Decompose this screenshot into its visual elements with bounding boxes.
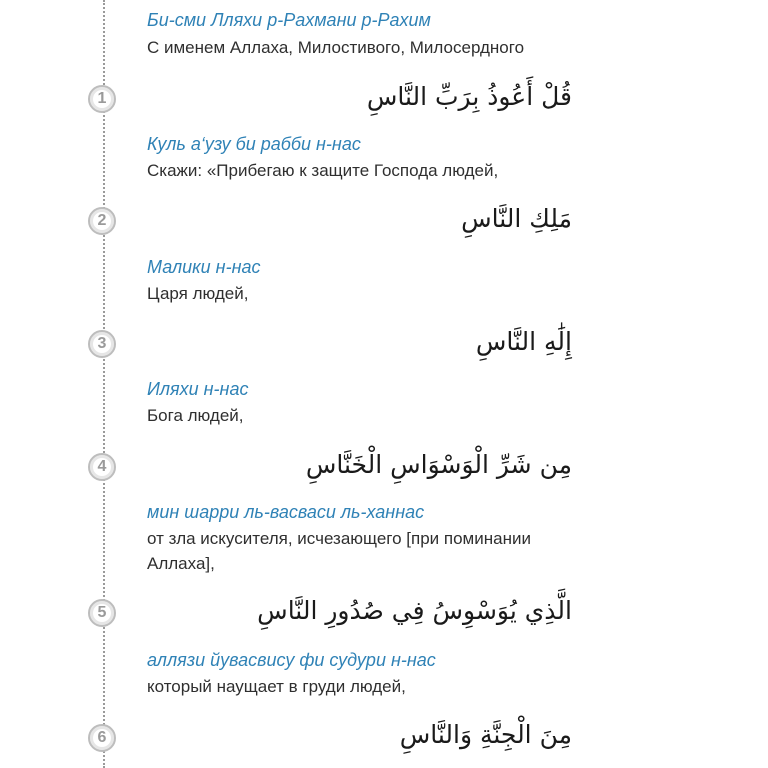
timeline-line [103, 0, 105, 768]
verse-transliteration: Куль а‘узу би рабби н-нас [147, 134, 361, 154]
verse-transliteration: мин шарри ль-васваси ль-ханнас [147, 502, 425, 522]
basmala-translation: С именем Аллаха, Милостивого, Милосердного [147, 38, 525, 57]
verse-number-badge: 1 [88, 85, 116, 113]
verse-translation: Царя людей, [147, 284, 249, 303]
verse-number-badge: 3 [88, 330, 116, 358]
verse-translation-line-1: от зла искусителя, исчезающего [при поминании [147, 529, 531, 548]
verse-arabic-text: مِنَ الْجِنَّةِ وَالنَّاسِ [399, 720, 572, 749]
verse-transliteration: Малики н-нас [147, 257, 261, 277]
verse-arabic-text: قُلْ أَعُوذُ بِرَبِّ النَّاسِ [366, 82, 572, 111]
verse-arabic-text: مِن شَرِّ الْوَسْوَاسِ الْخَنَّاسِ [305, 450, 572, 479]
verse-transliteration: Иляхи н-нас [147, 379, 249, 399]
verse-number-badge: 2 [88, 207, 116, 235]
verse-translation: Бога людей, [147, 406, 244, 425]
verse-translation: Скажи: «Прибегаю к защите Господа людей, [147, 161, 499, 180]
verse-arabic-text: إِلَٰهِ النَّاسِ [475, 327, 572, 356]
verse-translation-line-2: Аллаха], [147, 554, 215, 573]
verse-number-badge: 4 [88, 453, 116, 481]
verse-arabic-text: مَلِكِ النَّاسِ [461, 204, 572, 233]
verse-number-badge: 6 [88, 724, 116, 752]
verse-number-badge: 5 [88, 599, 116, 627]
verse-transliteration: аллязи йувасвису фи судури н-нас [147, 650, 436, 670]
basmala-transliteration: Би-сми Лляхи р-Рахмани р-Рахим [147, 10, 431, 30]
verse-translation: который наущает в груди людей, [147, 677, 406, 696]
verse-arabic-text: الَّذِي يُوَسْوِسُ فِي صُدُورِ النَّاسِ [257, 596, 572, 625]
